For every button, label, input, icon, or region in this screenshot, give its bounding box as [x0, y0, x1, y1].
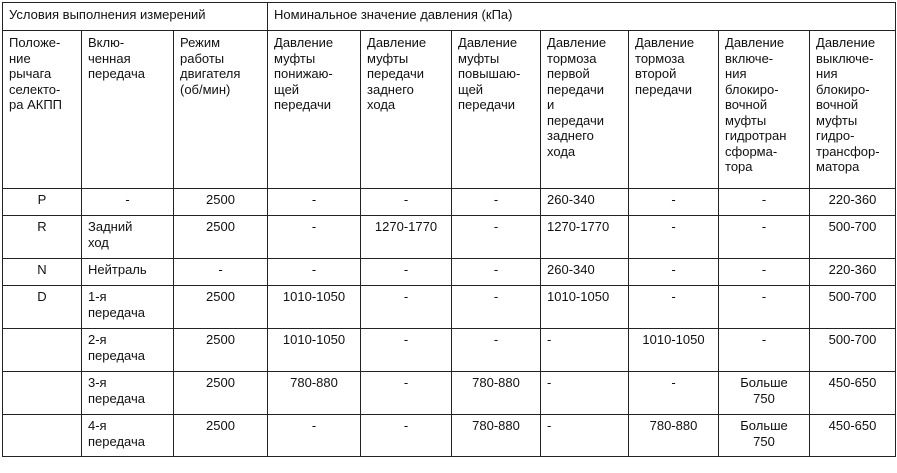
col-header-downshift-clutch: Давление муфты понижаю- щей передачи — [268, 31, 361, 189]
cell-value: - — [452, 286, 541, 329]
cell-value: 1010-1050 — [268, 329, 361, 372]
cell-value: - — [268, 259, 361, 286]
cell-value: Больше 750 — [719, 372, 810, 415]
cell-value: - — [452, 216, 541, 259]
cell-value: - — [629, 189, 719, 216]
cell-gear: 2-я передача — [82, 329, 174, 372]
cell-rpm: 2500 — [174, 216, 268, 259]
cell-value: - — [719, 329, 810, 372]
cell-value: - — [361, 329, 452, 372]
cell-rpm: 2500 — [174, 189, 268, 216]
cell-value: - — [268, 189, 361, 216]
cell-rpm: 2500 — [174, 286, 268, 329]
col-header-upshift-clutch: Давление муфты повышаю- щей передачи — [452, 31, 541, 189]
cell-value: 500-700 — [810, 286, 896, 329]
col-header-selector-position: Положе- ние рычага селекто- ра АКПП — [3, 31, 82, 189]
table-row — [3, 329, 896, 372]
cell-gear: 3-я передача — [82, 372, 174, 415]
cell-value: - — [541, 372, 629, 415]
col-header-first-reverse-brake: Давление тормоза первой передачи и передачи заднего хода — [541, 31, 629, 189]
cell-value: - — [629, 286, 719, 329]
col-header-lockup-off: Давление выключе- ния блокиро- вочной муфты гидро- трансфор- матора — [810, 31, 896, 189]
cell-value: - — [452, 329, 541, 372]
table-row — [3, 216, 896, 259]
cell-value: 220-360 — [810, 189, 896, 216]
cell-value: 220-360 — [810, 259, 896, 286]
cell-position — [3, 329, 82, 372]
group-header-row — [3, 3, 896, 31]
cell-position: R — [3, 216, 82, 259]
cell-rpm: 2500 — [174, 415, 268, 457]
cell-value: 450-650 — [810, 415, 896, 457]
cell-value: - — [541, 415, 629, 457]
cell-value: 1010-1050 — [541, 286, 629, 329]
cell-position: N — [3, 259, 82, 286]
cell-position — [3, 415, 82, 457]
cell-gear: Нейтраль — [82, 259, 174, 286]
cell-value: 500-700 — [810, 329, 896, 372]
cell-value: - — [719, 286, 810, 329]
cell-value: - — [719, 216, 810, 259]
cell-value: 450-650 — [810, 372, 896, 415]
cell-value: - — [541, 329, 629, 372]
cell-value: - — [719, 189, 810, 216]
cell-value: - — [361, 372, 452, 415]
cell-rpm: - — [174, 259, 268, 286]
cell-value: - — [361, 415, 452, 457]
cell-value: 1010-1050 — [629, 329, 719, 372]
group-header-pressure: Номинальное значение давления (кПа) — [268, 3, 896, 31]
cell-value: - — [452, 189, 541, 216]
cell-value: - — [629, 216, 719, 259]
col-header-engaged-gear: Вклю- ченная передача — [82, 31, 174, 189]
column-header-row — [3, 31, 896, 189]
cell-rpm: 2500 — [174, 372, 268, 415]
cell-value: - — [268, 415, 361, 457]
cell-value: - — [629, 259, 719, 286]
cell-value: - — [361, 189, 452, 216]
group-header-conditions: Условия выполнения измерений — [3, 3, 268, 31]
cell-value: 260-340 — [541, 259, 629, 286]
table-row — [3, 286, 896, 329]
col-header-reverse-clutch: Давление муфты передачи заднего хода — [361, 31, 452, 189]
table-row — [3, 372, 896, 415]
cell-rpm: 2500 — [174, 329, 268, 372]
cell-gear: Задний ход — [82, 216, 174, 259]
document-page — [2, 2, 895, 457]
cell-value: - — [719, 259, 810, 286]
cell-position — [3, 372, 82, 415]
cell-value: - — [452, 259, 541, 286]
table-row — [3, 189, 896, 216]
cell-gear: 4-я передача — [82, 415, 174, 457]
pressure-table — [2, 2, 896, 457]
cell-value: 260-340 — [541, 189, 629, 216]
cell-position: D — [3, 286, 82, 329]
col-header-engine-rpm: Режим работы двигателя (об/мин) — [174, 31, 268, 189]
cell-value: - — [629, 372, 719, 415]
cell-value: 780-880 — [452, 372, 541, 415]
cell-gear: - — [82, 189, 174, 216]
cell-value: 780-880 — [452, 415, 541, 457]
cell-value: - — [361, 286, 452, 329]
cell-value: 1270-1770 — [541, 216, 629, 259]
cell-value: 780-880 — [268, 372, 361, 415]
table-row — [3, 259, 896, 286]
cell-position: P — [3, 189, 82, 216]
cell-value: - — [268, 216, 361, 259]
cell-value: Больше 750 — [719, 415, 810, 457]
cell-gear: 1-я передача — [82, 286, 174, 329]
cell-value: - — [361, 259, 452, 286]
cell-value: 1010-1050 — [268, 286, 361, 329]
cell-value: 500-700 — [810, 216, 896, 259]
col-header-lockup-on: Давление включе- ния блокиро- вочной муфты гидротран сформа- тора — [719, 31, 810, 189]
cell-value: 1270-1770 — [361, 216, 452, 259]
cell-value: 780-880 — [629, 415, 719, 457]
col-header-second-brake: Давление тормоза второй передачи — [629, 31, 719, 189]
table-row — [3, 415, 896, 457]
